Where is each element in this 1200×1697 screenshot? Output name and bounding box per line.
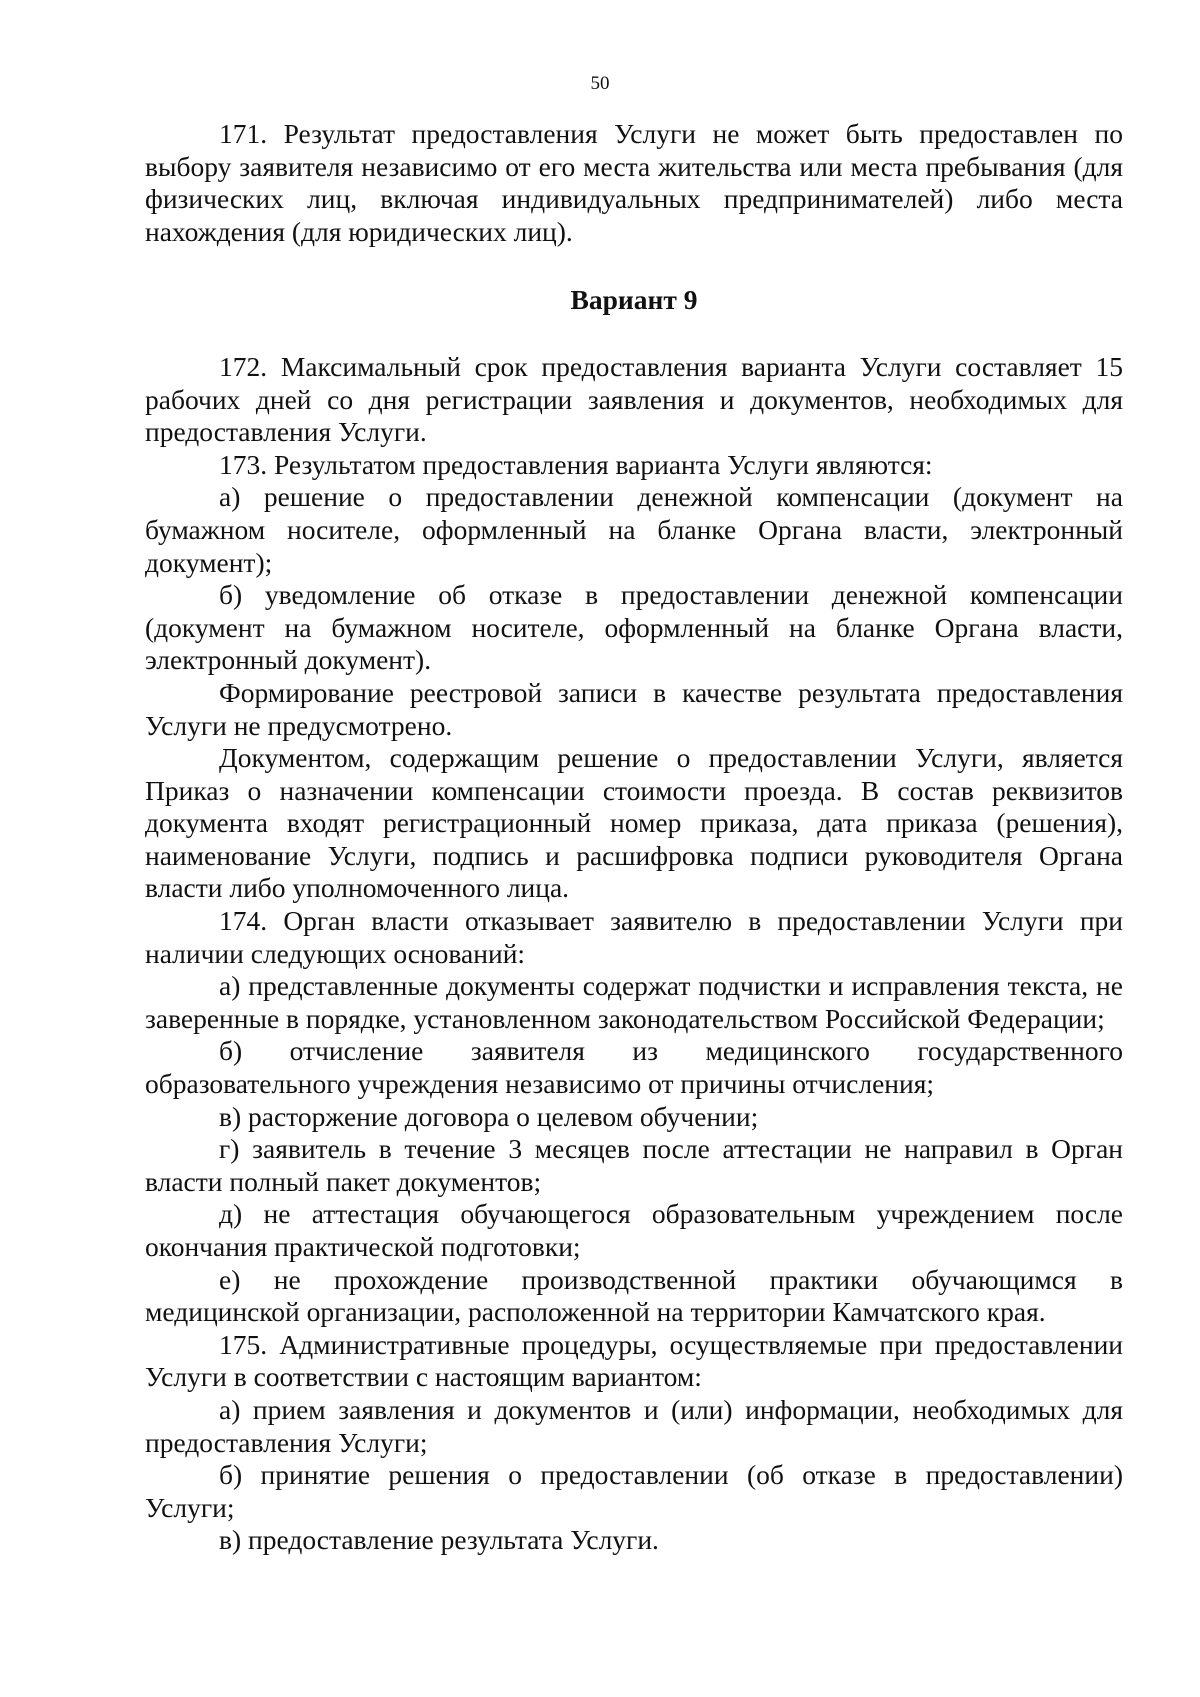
paragraph-174: 174. Орган власти отказывает заявителю в предоставлении Услуги при наличии следующих оснований: [145, 905, 1123, 969]
list-item-175-v: в) предоставление результата Услуги. [219, 1524, 659, 1556]
list-item-175-a: а) прием заявления и документов и (или) информации, необходимых для предоставления Услуги; [145, 1393, 1123, 1458]
list-item-174-d: д) не аттестация обучающегося образовательным учреждением после окончания практической подготовки; [145, 1198, 1123, 1262]
paragraph-decision-document: Документом, содержащим решение о предоставлении Услуги, является Приказ о назначении компенсации стоимости проезда. В состав реквизитов документа входят регистрационный номер приказа, дата приказа (решения), наименование Услуги, подпись и расшифровка подписи руководителя Органа власти либо уполномоченного лица. [145, 742, 1123, 904]
document-body [145, 118, 1123, 1557]
list-item-174-e: е) не прохождение производственной практики обучающимся в медицинской организации, расположенной на территории Камчатского края. [145, 1263, 1123, 1328]
list-item-173-b: б) уведомление об отказе в предоставлении денежной компенсации (документ на бумажном носителе, оформленный на бланке Органа власти, электронный документ). [145, 579, 1123, 676]
list-item-174-v: в) расторжение договора о целевом обучении; [219, 1100, 759, 1132]
page-number: 50 [590, 73, 610, 94]
paragraph-172: 172. Максимальный срок предоставления варианта Услуги составляет 15 рабочих дней со дня регистрации заявления и документов, необходимых для предоставления Услуги. [145, 350, 1123, 448]
paragraph-registry-record: Формирование реестровой записи в качестве результата предоставления Услуги не предусмотрено. [145, 676, 1123, 741]
list-item-175-b: б) принятие решения о предоставлении (об отказе в предоставлении) Услуги; [145, 1459, 1123, 1523]
list-item-174-b: б) отчисление заявителя из медицинского государственного образовательного учреждения независимо от причины отчисления; [145, 1035, 1123, 1100]
list-item-174-a: а) представленные документы содержат подчистки и исправления текста, не заверенные в порядке, установленном законодательством Российской Федерации; [145, 970, 1123, 1034]
section-heading: Вариант 9 [570, 284, 698, 316]
paragraph-175: 175. Административные процедуры, осуществляемые при предоставлении Услуги в соответствии с настоящим вариантом: [145, 1328, 1123, 1393]
paragraph-171: 171. Результат предоставления Услуги не может быть предоставлен по выбору заявителя независимо от его места жительства или места пребывания (для физических лиц, включая индивидуальных предпринимателей) либо места нахождения (для юридических лиц). [145, 118, 1123, 247]
list-item-173-a: а) решение о предоставлении денежной компенсации (документ на бумажном носителе, оформленный на бланке Органа власти, электронный документ); [145, 481, 1123, 578]
list-item-174-g: г) заявитель в течение 3 месяцев после аттестации не направил в Орган власти полный пакет документов; [145, 1133, 1123, 1197]
paragraph-173: 173. Результатом предоставления варианта Услуги являются: [219, 448, 933, 480]
